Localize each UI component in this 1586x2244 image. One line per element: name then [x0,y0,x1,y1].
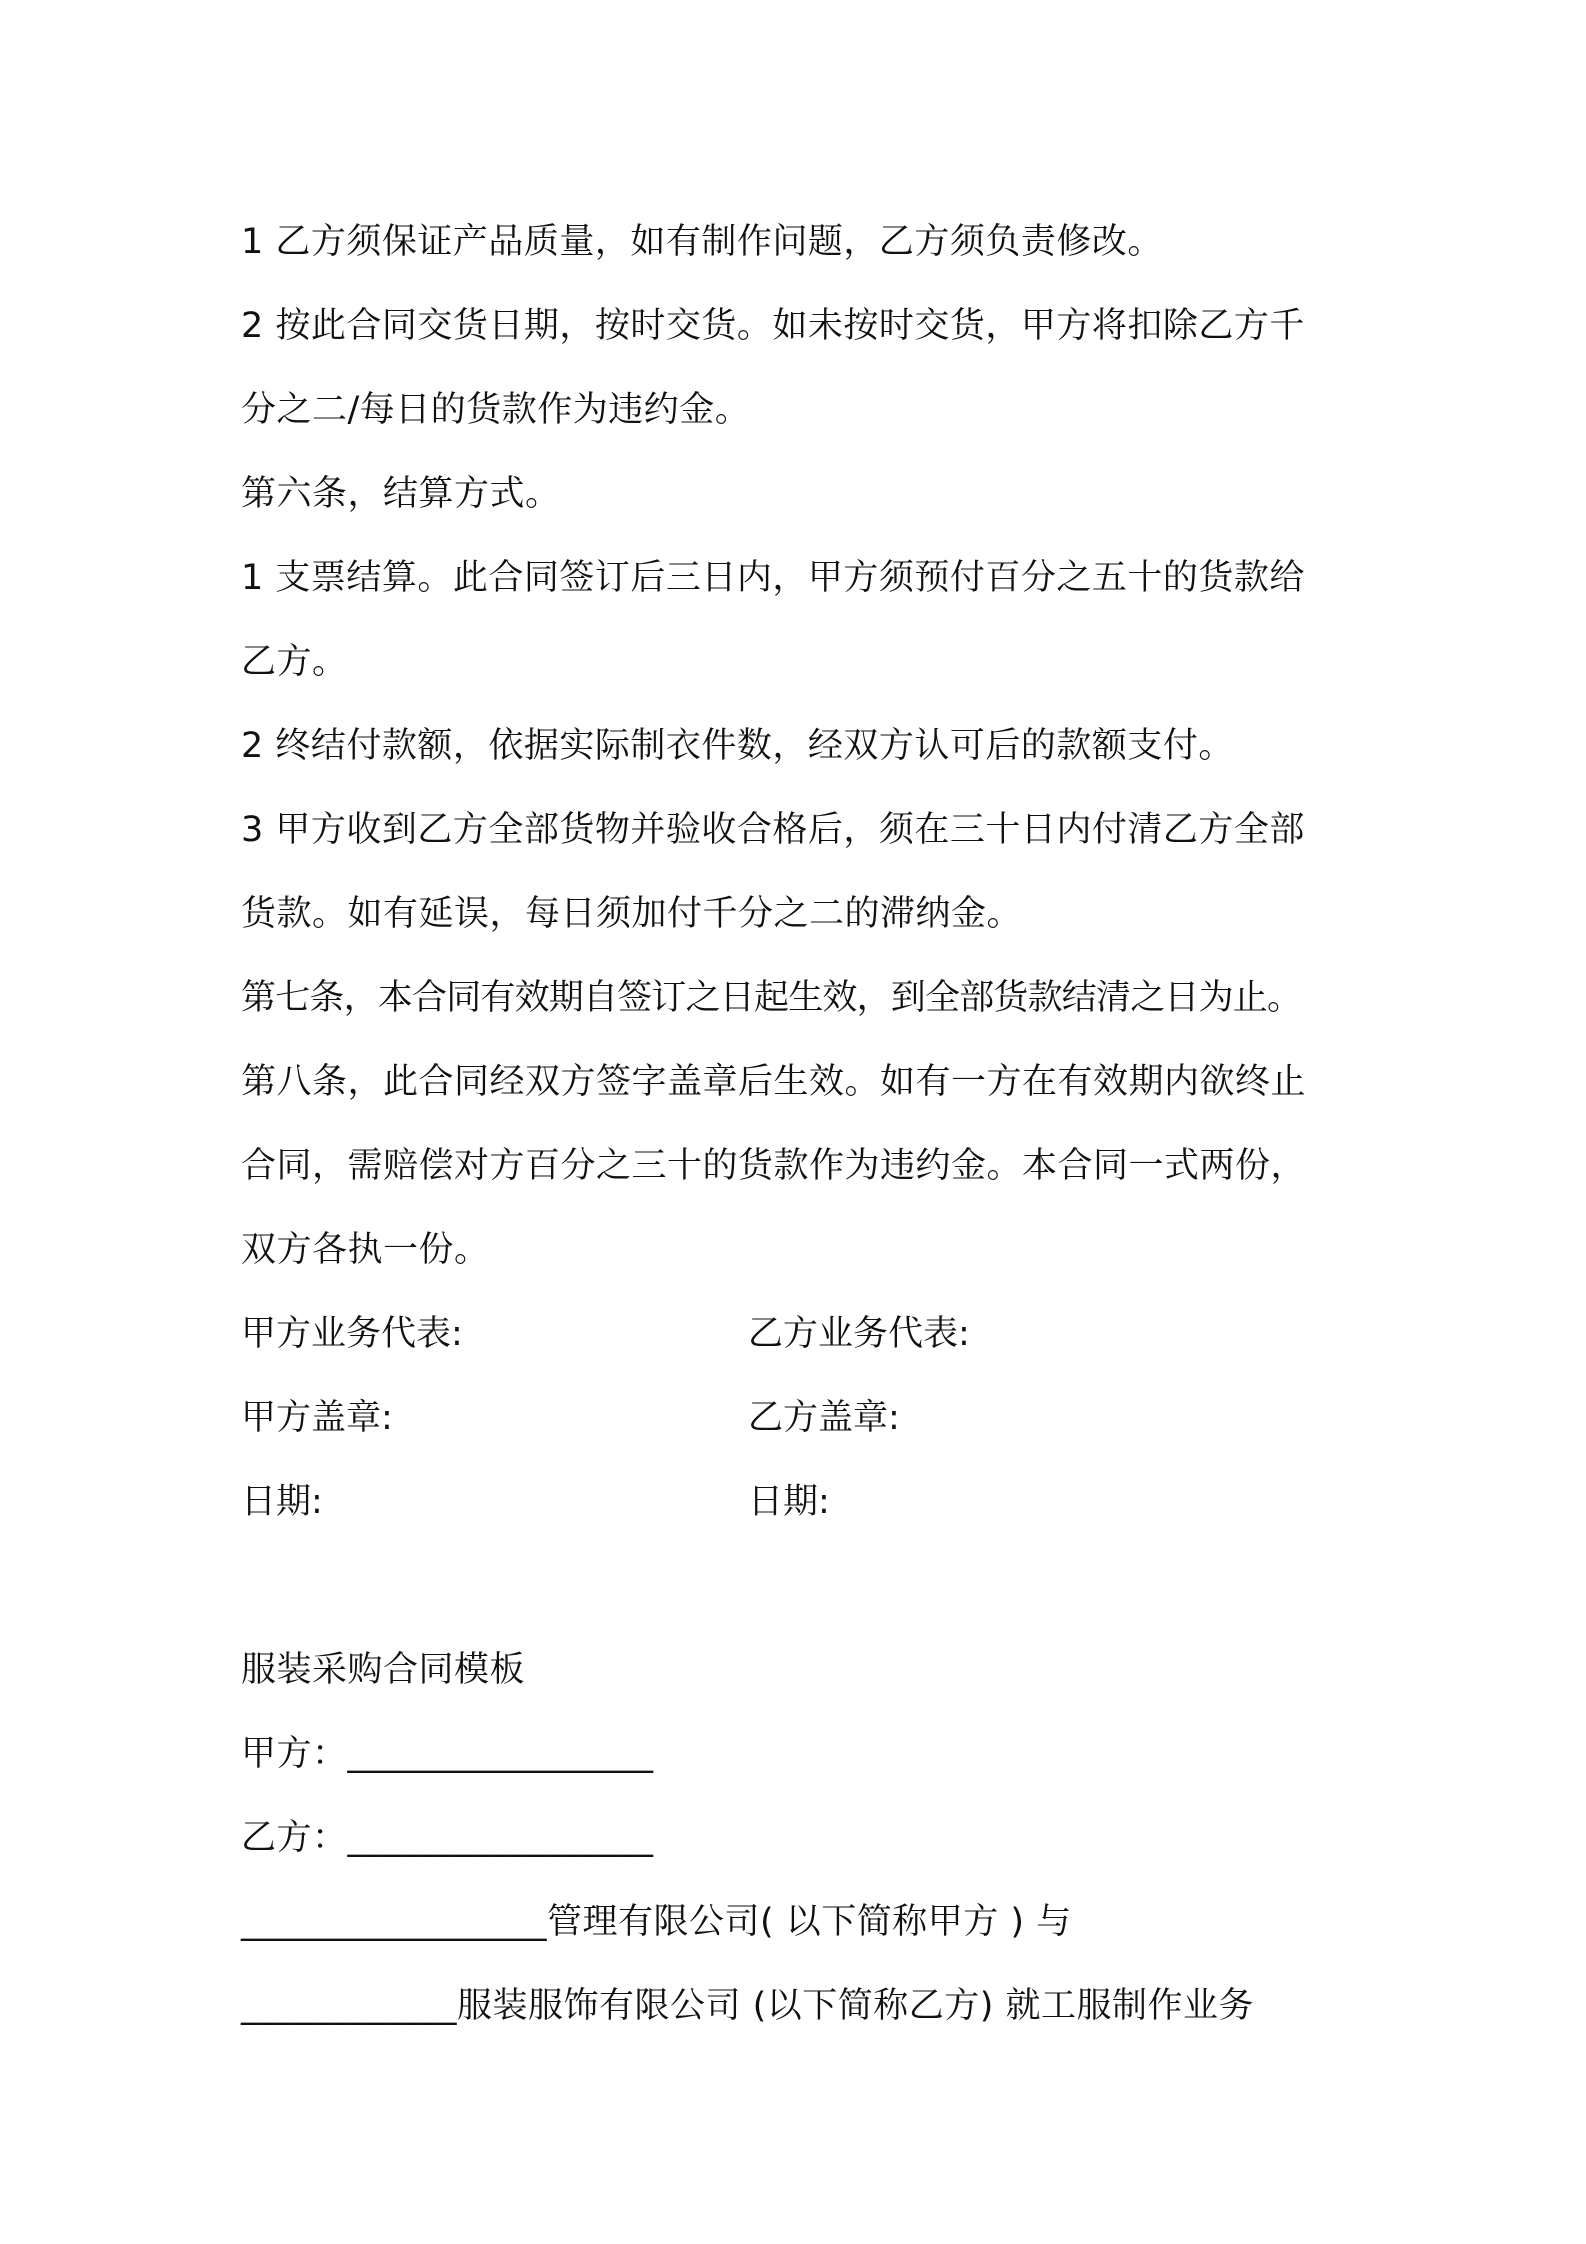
signature-row-date [241,1460,1361,1544]
signature-row-representative [241,1292,1361,1376]
party-a-date-label: 日期: [241,1482,323,1522]
party-a-blank: 甲方：_________________ [241,1734,654,1774]
party-b-date-label: 日期: [748,1482,830,1522]
article-six-heading: 第六条，结算方式。 [241,474,561,514]
clause-acceptance-cont: 货款。如有延误，每日须加付千分之二的滞纳金。 [241,894,1023,934]
party-b-blank: 乙方：_________________ [241,1818,654,1858]
clause-delivery-cont: 分之二/每日的货款作为违约金。 [241,390,751,430]
clause-cheque: 1 支票结算。此合同签订后三日内，甲方须预付百分之五十的货款给 [241,558,1305,598]
signature-row-seal [241,1376,1361,1460]
section-spacer [241,1544,1361,1628]
party-b-representative-label: 乙方业务代表: [748,1314,970,1354]
intro-party-b: ____________服装服饰有限公司 (以下简称乙方) 就工服制作业务 [241,1986,1255,2026]
clause-delivery: 2 按此合同交货日期，按时交货。如未按时交货，甲方将扣除乙方千 [241,306,1305,346]
template-title: 服装采购合同模板 [241,1650,526,1690]
clause-quality: 1 乙方须保证产品质量，如有制作问题，乙方须负责修改。 [241,222,1163,262]
clause-acceptance: 3 甲方收到乙方全部货物并验收合格后，须在三十日内付清乙方全部 [241,810,1305,850]
article-eight-end: 双方各执一份。 [241,1230,490,1270]
article-seven: 第七条，本合同有效期自签订之日起生效，到全部货款结清之日为止。 [241,978,1302,1018]
clause-final-payment: 2 终结付款额，依据实际制衣件数，经双方认可后的款额支付。 [241,726,1234,766]
clause-cheque-cont: 乙方。 [241,642,348,682]
party-a-representative-label: 甲方业务代表: [241,1314,463,1354]
article-eight: 第八条，此合同经双方签字盖章后生效。如有一方在有效期内欲终止 [241,1062,1307,1102]
party-a-seal-label: 甲方盖章: [241,1398,393,1438]
contract-body [241,200,1361,2048]
article-eight-cont: 合同，需赔偿对方百分之三十的货款作为违约金。本合同一式两份， [241,1146,1307,1186]
intro-party-a: _________________管理有限公司( 以下简称甲方 ) 与 [241,1902,1072,1942]
party-b-seal-label: 乙方盖章: [748,1398,900,1438]
